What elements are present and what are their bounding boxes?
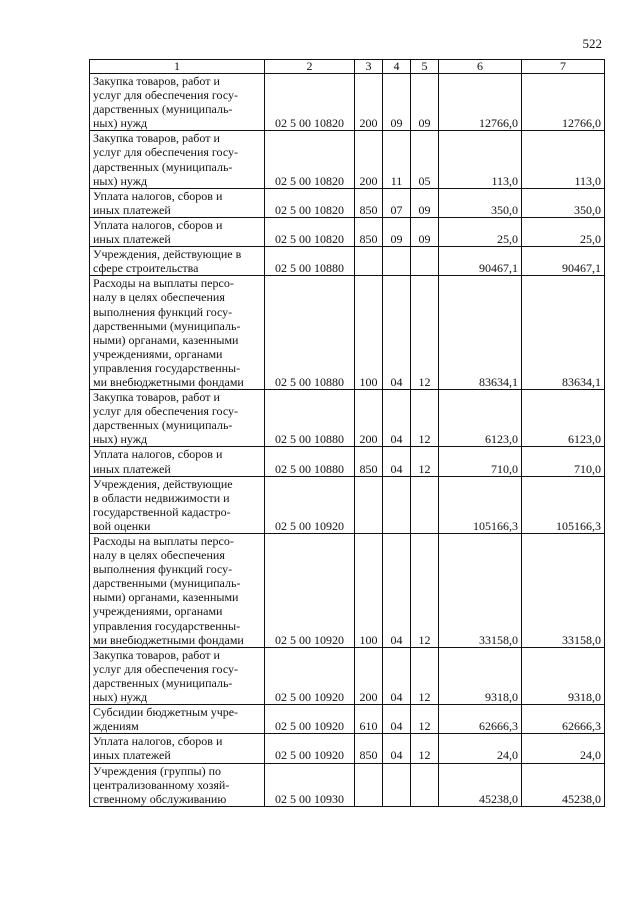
code-cell: 02 5 00 10880 — [265, 447, 355, 476]
row-name-line: ных) нужд — [93, 690, 148, 705]
row-name-cell — [90, 188, 265, 217]
rz-cell — [383, 247, 411, 276]
rz-cell: 07 — [383, 188, 411, 217]
table-row — [90, 534, 605, 648]
row-name-line: дарственных (муниципаль- — [93, 675, 233, 690]
row-name-line: Расходы на выплаты персо- — [93, 276, 234, 291]
table-row — [90, 276, 605, 390]
vr-cell: 200 — [355, 131, 383, 188]
vr-cell: 200 — [355, 390, 383, 447]
rz-cell: 04 — [383, 390, 411, 447]
sum-cell-1: 6123,0 — [439, 390, 522, 447]
pr-cell: 12 — [411, 390, 439, 447]
vr-cell — [355, 247, 383, 276]
header-row — [90, 60, 605, 74]
row-name-line: Субсидии бюджетным учре- — [93, 705, 239, 720]
code-cell: 02 5 00 10930 — [265, 763, 355, 806]
pr-cell — [411, 247, 439, 276]
vr-cell: 850 — [355, 188, 383, 217]
row-name-cell — [90, 763, 265, 806]
pr-cell: 09 — [411, 188, 439, 217]
table-row — [90, 705, 605, 734]
vr-cell: 850 — [355, 217, 383, 246]
code-cell: 02 5 00 10920 — [265, 647, 355, 704]
row-name-line: дарственных (муниципаль- — [93, 418, 233, 433]
column-header: 1 — [90, 60, 265, 74]
vr-cell: 850 — [355, 447, 383, 476]
vr-cell: 100 — [355, 276, 383, 390]
row-name-line: ными) органами, казенными — [93, 590, 239, 605]
row-name-line: Уплата налогов, сборов и — [93, 217, 223, 232]
table-row — [90, 476, 605, 533]
row-name-line: дарственных (муниципаль- — [93, 159, 233, 174]
column-header: 4 — [383, 60, 411, 74]
row-name-cell — [90, 276, 265, 390]
row-name-line: дарственных (муниципаль- — [93, 102, 233, 117]
row-name-line: налу в целях обеспечения — [93, 548, 225, 563]
sum-cell-2: 6123,0 — [522, 390, 605, 447]
table-row — [90, 247, 605, 276]
table-row — [90, 447, 605, 476]
vr-cell — [355, 476, 383, 533]
code-cell: 02 5 00 10880 — [265, 247, 355, 276]
row-name-line: иных платежей — [93, 232, 171, 247]
row-name-line: ственному обслуживанию — [93, 791, 227, 806]
rz-cell: 04 — [383, 534, 411, 648]
page-number: 522 — [582, 36, 602, 51]
sum-cell-1: 62666,3 — [439, 705, 522, 734]
sum-cell-2: 12766,0 — [522, 74, 605, 131]
rz-cell: 04 — [383, 276, 411, 390]
row-name-line: управления государственны- — [93, 618, 241, 633]
table-row — [90, 647, 605, 704]
row-name-line: государственной кадастро- — [93, 504, 231, 519]
sum-cell-1: 105166,3 — [439, 476, 522, 533]
sum-cell-1: 9318,0 — [439, 647, 522, 704]
vr-cell: 100 — [355, 534, 383, 648]
row-name-line: услуг для обеспечения госу- — [93, 145, 239, 160]
sum-cell-2: 45238,0 — [522, 763, 605, 806]
row-name-line: Уплата налогов, сборов и — [93, 734, 223, 749]
table-row — [90, 734, 605, 763]
row-name-cell — [90, 74, 265, 131]
row-name-line: Уплата налогов, сборов и — [93, 447, 223, 462]
code-cell: 02 5 00 10820 — [265, 74, 355, 131]
rz-cell: 04 — [383, 647, 411, 704]
column-header: 2 — [265, 60, 355, 74]
sum-cell-1: 113,0 — [439, 131, 522, 188]
row-name-line: дарственными (муниципаль- — [93, 576, 241, 591]
sum-cell-1: 350,0 — [439, 188, 522, 217]
table-row — [90, 390, 605, 447]
row-name-line: управления государственны- — [93, 360, 241, 375]
row-name-cell — [90, 705, 265, 734]
sum-cell-1: 24,0 — [439, 734, 522, 763]
row-name-line: ждениям — [93, 719, 139, 734]
code-cell: 02 5 00 10920 — [265, 534, 355, 648]
row-name-line: выполнения функций госу- — [93, 304, 233, 319]
rz-cell — [383, 763, 411, 806]
row-name-line: Закупка товаров, работ и — [93, 390, 220, 405]
row-name-line: выполнения функций госу- — [93, 562, 233, 577]
row-name-line: Учреждения, действующие в — [93, 247, 242, 262]
pr-cell: 12 — [411, 705, 439, 734]
row-name-line: Уплата налогов, сборов и — [93, 188, 223, 203]
code-cell: 02 5 00 10820 — [265, 217, 355, 246]
sum-cell-2: 25,0 — [522, 217, 605, 246]
pr-cell: 05 — [411, 131, 439, 188]
vr-cell: 610 — [355, 705, 383, 734]
row-name-line: Расходы на выплаты персо- — [93, 534, 234, 548]
sum-cell-1: 25,0 — [439, 217, 522, 246]
sum-cell-2: 24,0 — [522, 734, 605, 763]
vr-cell: 200 — [355, 647, 383, 704]
row-name-line: ных) нужд — [93, 116, 148, 131]
rz-cell: 09 — [383, 74, 411, 131]
rz-cell: 04 — [383, 447, 411, 476]
vr-cell: 200 — [355, 74, 383, 131]
row-name-line: сфере строительства — [93, 261, 199, 276]
code-cell: 02 5 00 10920 — [265, 734, 355, 763]
code-cell: 02 5 00 10920 — [265, 476, 355, 533]
sum-cell-2: 62666,3 — [522, 705, 605, 734]
sum-cell-2: 105166,3 — [522, 476, 605, 533]
rz-cell — [383, 476, 411, 533]
sum-cell-2: 710,0 — [522, 447, 605, 476]
row-name-line: ми внебюджетными фондами — [93, 632, 244, 647]
row-name-cell — [90, 734, 265, 763]
pr-cell: 09 — [411, 74, 439, 131]
row-name-cell — [90, 647, 265, 704]
code-cell: 02 5 00 10880 — [265, 390, 355, 447]
row-name-line: Закупка товаров, работ и — [93, 131, 220, 146]
row-name-line: вой оценки — [93, 518, 151, 533]
sum-cell-1: 710,0 — [439, 447, 522, 476]
rz-cell: 09 — [383, 217, 411, 246]
rz-cell: 11 — [383, 131, 411, 188]
row-name-line: ными) органами, казенными — [93, 332, 239, 347]
row-name-cell — [90, 131, 265, 188]
row-name-line: ми внебюджетными фондами — [93, 374, 244, 389]
pr-cell: 12 — [411, 734, 439, 763]
sum-cell-1: 12766,0 — [439, 74, 522, 131]
table-row — [90, 74, 605, 131]
pr-cell: 12 — [411, 534, 439, 648]
row-name-cell — [90, 390, 265, 447]
row-name-line: централизованному хозяй- — [93, 777, 230, 792]
code-cell: 02 5 00 10920 — [265, 705, 355, 734]
row-name-line: услуг для обеспечения госу- — [93, 404, 239, 419]
row-name-cell — [90, 247, 265, 276]
table-row — [90, 188, 605, 217]
pr-cell: 12 — [411, 647, 439, 704]
pr-cell: 12 — [411, 447, 439, 476]
row-name-line: иных платежей — [93, 202, 171, 217]
pr-cell: 09 — [411, 217, 439, 246]
pr-cell — [411, 763, 439, 806]
rz-cell: 04 — [383, 705, 411, 734]
table-row — [90, 131, 605, 188]
column-header: 7 — [522, 60, 605, 74]
sum-cell-2: 350,0 — [522, 188, 605, 217]
row-name-line: иных платежей — [93, 461, 171, 476]
pr-cell — [411, 476, 439, 533]
sum-cell-2: 90467,1 — [522, 247, 605, 276]
sum-cell-1: 45238,0 — [439, 763, 522, 806]
row-name-line: иных платежей — [93, 748, 171, 763]
column-header: 5 — [411, 60, 439, 74]
sum-cell-2: 83634,1 — [522, 276, 605, 390]
sum-cell-1: 90467,1 — [439, 247, 522, 276]
table-row — [90, 763, 605, 806]
code-cell: 02 5 00 10820 — [265, 188, 355, 217]
code-cell: 02 5 00 10880 — [265, 276, 355, 390]
sum-cell-2: 113,0 — [522, 131, 605, 188]
budget-table — [89, 59, 605, 807]
vr-cell: 850 — [355, 734, 383, 763]
column-header: 3 — [355, 60, 383, 74]
sum-cell-2: 9318,0 — [522, 647, 605, 704]
column-header: 6 — [439, 60, 522, 74]
row-name-cell — [90, 217, 265, 246]
row-name-cell — [90, 447, 265, 476]
rz-cell: 04 — [383, 734, 411, 763]
pr-cell: 12 — [411, 276, 439, 390]
vr-cell — [355, 763, 383, 806]
code-cell: 02 5 00 10820 — [265, 131, 355, 188]
sum-cell-1: 33158,0 — [439, 534, 522, 648]
row-name-line: налу в целях обеспечения — [93, 290, 225, 305]
row-name-line: Закупка товаров, работ и — [93, 647, 220, 662]
row-name-line: услуг для обеспечения госу- — [93, 88, 239, 103]
row-name-cell — [90, 534, 265, 648]
row-name-line: в области недвижимости и — [93, 490, 230, 505]
table-row — [90, 217, 605, 246]
row-name-line: дарственными (муниципаль- — [93, 318, 241, 333]
row-name-cell — [90, 476, 265, 533]
sum-cell-1: 83634,1 — [439, 276, 522, 390]
row-name-line: Закупка товаров, работ и — [93, 74, 220, 88]
row-name-line: Учреждения, действующие — [93, 476, 233, 491]
row-name-line: Учреждения (группы) по — [93, 763, 222, 778]
row-name-line: учреждениями, органами — [93, 346, 223, 361]
row-name-line: ных) нужд — [93, 432, 148, 447]
row-name-line: ных) нужд — [93, 173, 148, 188]
row-name-line: услуг для обеспечения госу- — [93, 661, 239, 676]
row-name-line: учреждениями, органами — [93, 604, 223, 619]
sum-cell-2: 33158,0 — [522, 534, 605, 648]
